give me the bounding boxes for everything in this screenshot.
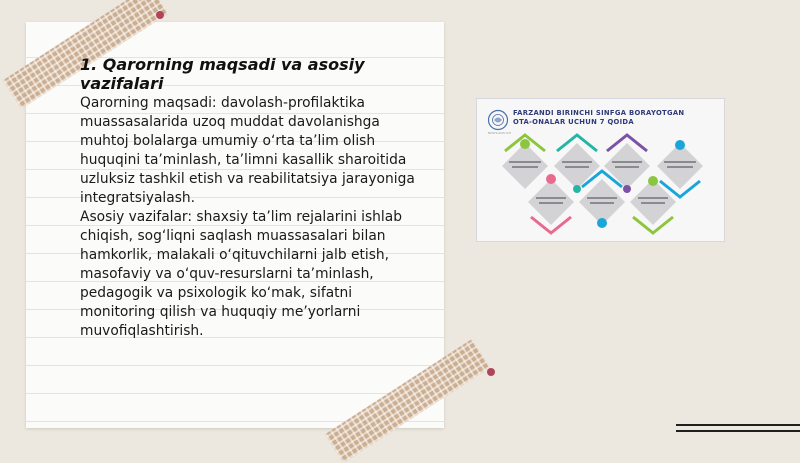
tasks-paragraph: Asosiy vazifalar: shaxsiy ta’lim rejalarini ishlab chiqish, sog‘liqni saqlash muassasalari bilan hamkorlik, malakali o‘qituvchilarni jalb etish, masofaviy va o‘quv-resurslarni ta’minlash, pedagogik va psixologik ko‘mak, sifatni monitoring qilish va huquqiy me’yorlarni muvofiqlashtirish. xyxy=(80,209,402,339)
infographic-title-line: OTA-ONALAR UCHUN 7 QOIDA xyxy=(513,118,634,126)
infographic-title-line: FARZANDI BIRINCHI SINFGA BORAYOTGAN xyxy=(513,109,685,117)
logo-caption: BOSHLANG‘ICH xyxy=(488,131,512,135)
rule-diamond-1 xyxy=(502,135,548,189)
pin-bottom xyxy=(487,368,495,376)
purpose-paragraph: Qarorning maqsadi: davolash-profilaktika muassasalarida uzoq muddat davolanishga muhtoj bolalarga umumiy o‘rta ta’lim olish huquqini ta’minlash, ta’limni kasallik sharoitida uzluksiz tashkil etish va reabilitatsiya jarayoniga integratsiyalash. xyxy=(80,95,415,206)
rule-diamond-3 xyxy=(604,135,650,189)
slide-body xyxy=(80,94,425,341)
infographic-image xyxy=(476,98,725,242)
decorative-lines xyxy=(676,424,800,444)
rule-diamond-7 xyxy=(630,176,676,233)
rules-graphic xyxy=(477,99,724,241)
slide-title: 1. Qarorning maqsadi va asosiy vazifalari xyxy=(80,55,365,93)
rule-diamond-4 xyxy=(657,140,703,197)
pin-top xyxy=(156,11,164,19)
rule-diamond-2 xyxy=(554,135,600,189)
